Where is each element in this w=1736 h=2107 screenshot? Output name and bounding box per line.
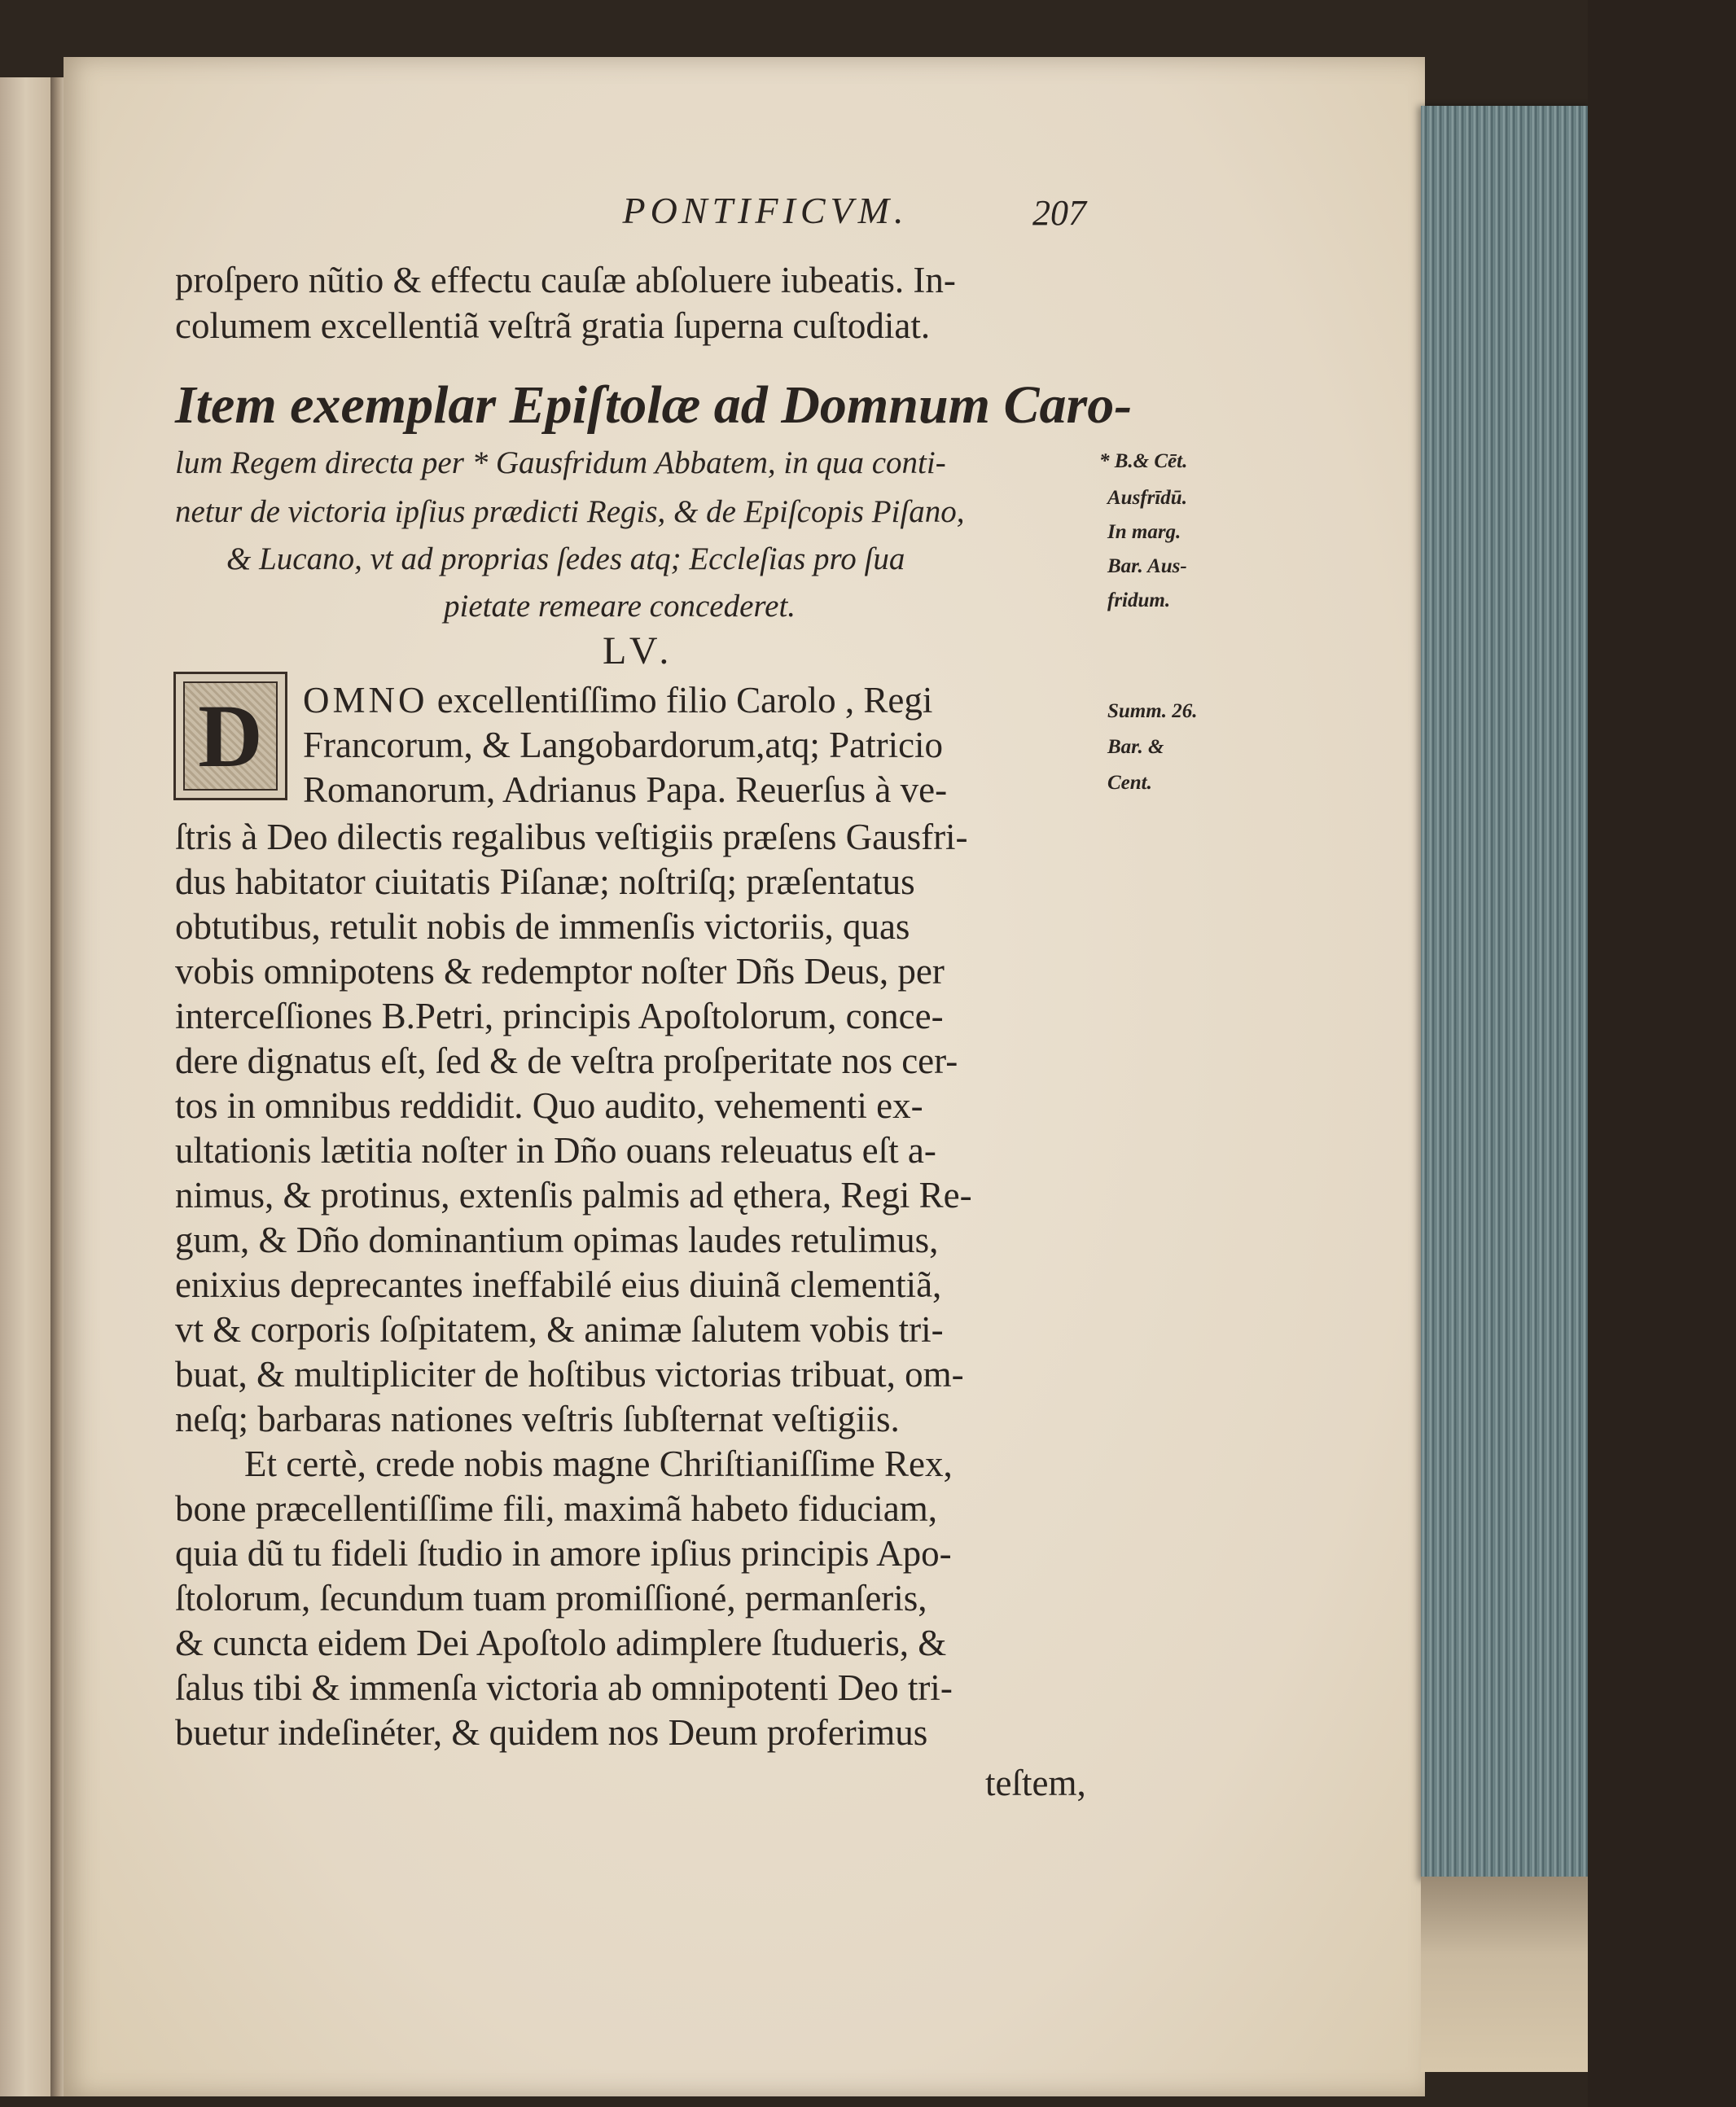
book-cover-board [1588, 0, 1736, 2107]
margin-note: Cent. [1107, 772, 1152, 794]
text-line: & cuncta eidem Dei Apoſtolo adimplere ſtudueris, & [175, 1623, 947, 1663]
text-line: neſq; barbaras nationes veſtris ſubſternat veſtigiis. [175, 1399, 900, 1439]
text-line: Francorum, & Langobardorum,atq; Patricio [303, 725, 944, 765]
heading-line: pietate remeare concederet. [444, 589, 796, 624]
text-line: enixius deprecantes ineffabilé eius diuinã clementiã, [175, 1264, 942, 1305]
margin-note: In marg. [1107, 521, 1181, 543]
text-line: buat, & multipliciter de hoſtibus victorias tribuat, om- [175, 1354, 964, 1395]
text-line: proſpero nũtio & effectu cauſæ abſoluere iubeatis. In- [175, 260, 956, 300]
text-line: gum, & Dño dominantium opimas laudes retulimus, [175, 1220, 939, 1260]
page-fore-edge-lower [1421, 1877, 1592, 2072]
text-line: bone præcellentiſſime fili, maximã habeto fiduciam, [175, 1488, 937, 1529]
initial-ornament [183, 681, 278, 791]
text-line: ſalus tibi & immenſa victoria ab omnipotenti Deo tri- [175, 1667, 953, 1708]
text-line: quia dũ tu fideli ſtudio in amore ipſius principis Apo- [175, 1533, 952, 1574]
text-line: ſtolorum, ſecundum tuam promiſſioné, permanſeris, [175, 1578, 927, 1619]
margin-note: Summ. 26. [1107, 700, 1198, 722]
text-line: dus habitator ciuitatis Piſanæ; noſtriſq; præſentatus [175, 861, 915, 902]
margin-note: * B.& Cēt. [1099, 450, 1188, 472]
text-line: columem excellentiã veſtrã gratia ſuperna cuſtodiat. [175, 305, 931, 346]
verso-page-edge [0, 77, 57, 2096]
page-fore-edge [1421, 106, 1592, 1881]
text-line: dere dignatus eſt, ſed & de veſtra proſperitate nos cer- [175, 1040, 958, 1081]
text-line: vt & corporis ſoſpitatem, & animæ ſalutem vobis tri- [175, 1309, 944, 1350]
heading-line: netur de victoria ipſius prædicti Regis, & de Epiſcopis Piſano, [175, 494, 965, 529]
text-line: tos in omnibus reddidit. Quo audito, vehementi ex- [175, 1085, 923, 1126]
text-line: buetur indeſinéter, & quidem nos Deum proferimus [175, 1712, 928, 1753]
heading-line: & Lucano, vt ad proprias ſedes atq; Eccleſias pro ſua [226, 541, 905, 576]
text-line [303, 682, 932, 719]
heading-title: Item exemplar Epiſtolæ ad Domnum Caro- [175, 375, 1133, 435]
text-line: Et certè, crede nobis magne Chriſtianiſſime Rex, [244, 1443, 953, 1484]
margin-note: Ausfrīdū. [1107, 487, 1187, 509]
margin-note: fridum. [1107, 589, 1171, 611]
margin-note: Bar. & [1107, 736, 1164, 758]
decorated-initial [173, 672, 287, 800]
text-line: vobis omnipotens & redemptor noſter Dñs Deus, per [175, 951, 945, 992]
opening-word: OMNO [303, 680, 428, 721]
margin-note: Bar. Aus- [1107, 555, 1187, 577]
text-line: obtutibus, retulit nobis de immenſis victoriis, quas [175, 906, 910, 947]
page-number: 207 [1032, 193, 1086, 233]
text-line: interceſſiones B.Petri, principis Apoſtolorum, conce- [175, 996, 944, 1036]
initial-letter: D [198, 686, 263, 786]
chapter-number: LV. [603, 629, 676, 672]
text-fragment: excellentiſſimo filio Carolo , Regi [427, 680, 933, 721]
text-line: ſtris à Deo dilectis regalibus veſtigiis præſens Gausfri- [175, 817, 968, 857]
heading-line: lum Regem directa per * Gausfridum Abbatem, in qua conti- [175, 445, 946, 480]
running-head: PONTIFICVM. [622, 190, 909, 231]
catchword: teſtem, [985, 1763, 1086, 1803]
text-line: ultationis lætitia noſter in Dño ouans releuatus eſt a- [175, 1130, 936, 1171]
text-line: nimus, & protinus, extenſis palmis ad ęthera, Regi Re- [175, 1175, 972, 1216]
text-line: Romanorum, Adrianus Papa. Reuerſus à ve- [303, 769, 948, 810]
